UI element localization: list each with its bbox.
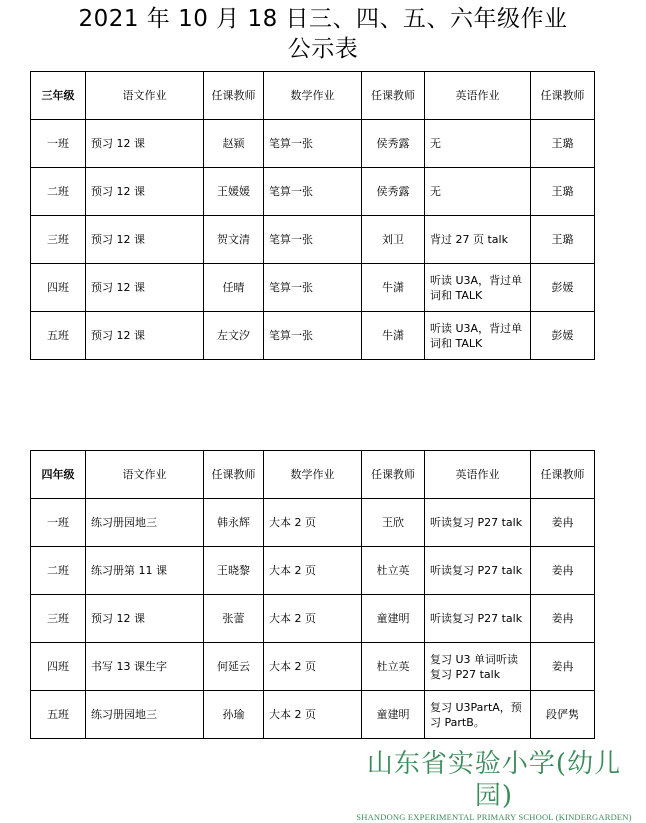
table-row	[31, 264, 595, 312]
math-teacher: 王欣	[362, 499, 425, 547]
chinese-teacher: 赵颍	[204, 120, 264, 168]
english-homework: 无	[425, 168, 531, 216]
grade-header: 四年级	[31, 451, 86, 499]
chinese-teacher: 左文汐	[204, 312, 264, 360]
english-teacher: 姜冉	[531, 499, 595, 547]
teacher-header: 任课教师	[362, 451, 425, 499]
grade4-homework-table	[30, 450, 595, 739]
math-homework: 大本 2 页	[264, 547, 362, 595]
chinese-homework: 练习册园地三	[86, 691, 204, 739]
title-line-1: 2021 年 10 月 18 日三、四、五、六年级作业	[78, 6, 568, 32]
chinese-homework: 预习 12 课	[86, 120, 204, 168]
english-teacher: 王璐	[531, 120, 595, 168]
class-name: 二班	[31, 168, 86, 216]
table-row	[31, 595, 595, 643]
math-homework: 笔算一张	[264, 168, 362, 216]
math-teacher: 杜立英	[362, 547, 425, 595]
english-teacher: 彭媛	[531, 312, 595, 360]
chinese-homework-header: 语文作业	[86, 451, 204, 499]
chinese-teacher: 任晴	[204, 264, 264, 312]
title-line-2: 公示表	[287, 36, 359, 62]
table-row	[31, 691, 595, 739]
math-homework: 笔算一张	[264, 216, 362, 264]
class-name: 三班	[31, 216, 86, 264]
table-header-row	[31, 72, 595, 120]
chinese-teacher: 何延云	[204, 643, 264, 691]
table-row	[31, 499, 595, 547]
teacher-header: 任课教师	[531, 451, 595, 499]
chinese-teacher: 张蕾	[204, 595, 264, 643]
english-homework: 听读复习 P27 talk	[425, 595, 531, 643]
math-homework: 大本 2 页	[264, 643, 362, 691]
school-name-cn: 山东省实验小学(幼儿园)	[366, 749, 622, 811]
class-name: 三班	[31, 595, 86, 643]
class-name: 五班	[31, 312, 86, 360]
math-homework: 大本 2 页	[264, 691, 362, 739]
math-teacher: 杜立英	[362, 643, 425, 691]
english-teacher: 王璐	[531, 216, 595, 264]
math-teacher: 童建明	[362, 691, 425, 739]
math-homework: 大本 2 页	[264, 595, 362, 643]
english-homework: 听读 U3A，背过单词和 TALK	[425, 312, 531, 360]
math-homework: 笔算一张	[264, 312, 362, 360]
english-homework: 背过 27 页 talk	[425, 216, 531, 264]
math-teacher: 牛潇	[362, 264, 425, 312]
page-title	[0, 4, 646, 64]
math-teacher: 刘卫	[362, 216, 425, 264]
class-name: 二班	[31, 547, 86, 595]
table-row	[31, 643, 595, 691]
chinese-homework-header: 语文作业	[86, 72, 204, 120]
teacher-header: 任课教师	[531, 72, 595, 120]
chinese-teacher: 贺文清	[204, 216, 264, 264]
math-homework-header: 数学作业	[264, 451, 362, 499]
english-homework: 复习 U3PartA，预习 PartB。	[425, 691, 531, 739]
class-name: 一班	[31, 120, 86, 168]
grade-header: 三年级	[31, 72, 86, 120]
table-row	[31, 168, 595, 216]
chinese-teacher: 王媛媛	[204, 168, 264, 216]
table-header-row	[31, 451, 595, 499]
table-row	[31, 216, 595, 264]
school-name-en: SHANDONG EXPERIMENTAL PRIMARY SCHOOL (KINDERGARDEN)	[356, 812, 632, 822]
table-row	[31, 312, 595, 360]
school-watermark	[348, 748, 640, 823]
chinese-homework: 预习 12 课	[86, 216, 204, 264]
chinese-teacher: 韩永辉	[204, 499, 264, 547]
english-teacher: 彭媛	[531, 264, 595, 312]
class-name: 五班	[31, 691, 86, 739]
english-teacher: 姜冉	[531, 595, 595, 643]
chinese-homework: 预习 12 课	[86, 264, 204, 312]
math-teacher: 侯秀露	[362, 120, 425, 168]
teacher-header: 任课教师	[204, 72, 264, 120]
english-homework: 无	[425, 120, 531, 168]
english-homework: 听读复习 P27 talk	[425, 547, 531, 595]
chinese-homework: 书写 13 课生字	[86, 643, 204, 691]
chinese-homework: 练习册园地三	[86, 499, 204, 547]
math-homework-header: 数学作业	[264, 72, 362, 120]
grade3-homework-table	[30, 71, 595, 360]
chinese-teacher: 孙瑜	[204, 691, 264, 739]
english-teacher: 段俨隽	[531, 691, 595, 739]
chinese-homework: 预习 12 课	[86, 312, 204, 360]
chinese-homework: 练习册第 11 课	[86, 547, 204, 595]
math-homework: 大本 2 页	[264, 499, 362, 547]
chinese-homework: 预习 12 课	[86, 168, 204, 216]
english-homework-header: 英语作业	[425, 72, 531, 120]
english-teacher: 王璐	[531, 168, 595, 216]
math-teacher: 童建明	[362, 595, 425, 643]
class-name: 一班	[31, 499, 86, 547]
english-teacher: 姜冉	[531, 547, 595, 595]
chinese-homework: 预习 12 课	[86, 595, 204, 643]
math-teacher: 侯秀露	[362, 168, 425, 216]
teacher-header: 任课教师	[362, 72, 425, 120]
english-homework: 听读复习 P27 talk	[425, 499, 531, 547]
math-teacher: 牛潇	[362, 312, 425, 360]
english-teacher: 姜冉	[531, 643, 595, 691]
english-homework-header: 英语作业	[425, 451, 531, 499]
teacher-header: 任课教师	[204, 451, 264, 499]
table-row	[31, 547, 595, 595]
table-row	[31, 120, 595, 168]
math-homework: 笔算一张	[264, 264, 362, 312]
math-homework: 笔算一张	[264, 120, 362, 168]
class-name: 四班	[31, 643, 86, 691]
english-homework: 听读 U3A，背过单词和 TALK	[425, 264, 531, 312]
chinese-teacher: 王晓黎	[204, 547, 264, 595]
class-name: 四班	[31, 264, 86, 312]
english-homework: 复习 U3 单词听读复习 P27 talk	[425, 643, 531, 691]
